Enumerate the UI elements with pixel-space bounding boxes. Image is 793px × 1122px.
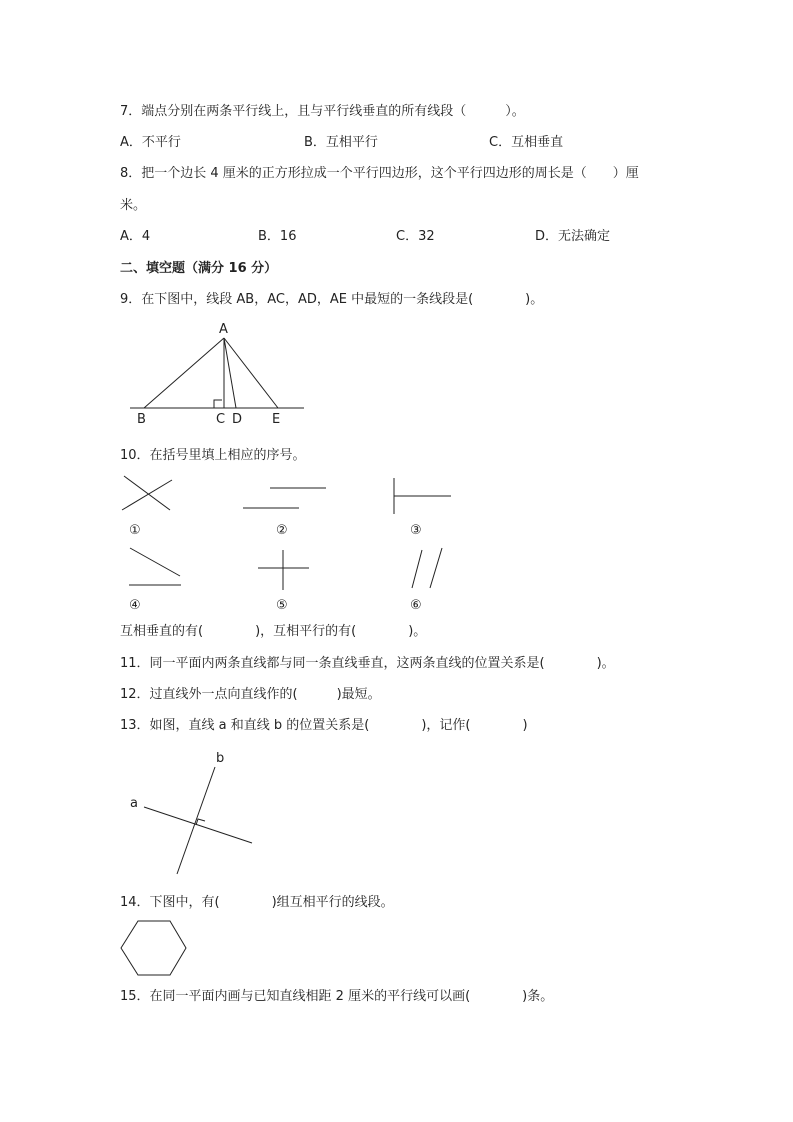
fig2-label: ②: [276, 523, 288, 538]
fig6-label: ⑥: [410, 598, 422, 613]
q7-option-c: C．互相垂直: [489, 135, 564, 150]
q8-option-a: A．4: [120, 229, 151, 244]
q12-stem: 12．过直线外一点向直线作的( )最短。: [120, 687, 381, 702]
fig1-label: ①: [129, 523, 141, 538]
point-label-a: A: [219, 322, 228, 337]
q8-stem-line2: 米。: [120, 198, 147, 213]
q15-stem: 15．在同一平面内画与已知直线相距 2 厘米的平行线可以画( )条。: [120, 989, 554, 1004]
section-title: 二、填空题（满分 16 分）: [120, 261, 278, 276]
q8-option-d: D．无法确定: [535, 229, 611, 244]
q8-option-c: C．32: [396, 229, 435, 244]
hexagon: [121, 921, 186, 975]
q8-stem-line1: 8．把一个边长 4 厘米的正方形拉成一个平行四边形，这个平行四边形的周长是（ ）厘: [120, 166, 639, 181]
fig4-label: ④: [129, 598, 141, 613]
q10-answer-line: 互相垂直的有( )，互相平行的有( )。: [120, 624, 427, 639]
q7-option-a: A．不平行: [120, 135, 181, 150]
point-label-d: D: [232, 412, 243, 427]
fig5-label: ⑤: [276, 598, 288, 613]
q11-stem: 11．同一平面内两条直线都与同一条直线垂直，这两条直线的位置关系是( )。: [120, 656, 615, 671]
q7-stem: 7．端点分别在两条平行线上，且与平行线垂直的所有线段（ ）。: [120, 104, 525, 119]
q13-stem: 13．如图，直线 a 和直线 b 的位置关系是( )，记作( ): [120, 718, 528, 733]
point-label-c: C: [216, 412, 226, 427]
q14-stem: 14．下图中，有( )组互相平行的线段。: [120, 895, 394, 910]
point-label-b: B: [137, 412, 146, 427]
point-label-e: E: [272, 412, 281, 427]
q7-option-b: B．互相平行: [304, 135, 378, 150]
q10-stem: 10．在括号里填上相应的序号。: [120, 448, 306, 463]
line-label-a: a: [130, 796, 138, 811]
q8-option-b: B．16: [258, 229, 297, 244]
q9-stem: 9．在下图中，线段 AB，AC，AD，AE 中最短的一条线段是( )。: [120, 292, 544, 307]
fig3-label: ③: [410, 523, 422, 538]
line-label-b: b: [216, 751, 225, 766]
